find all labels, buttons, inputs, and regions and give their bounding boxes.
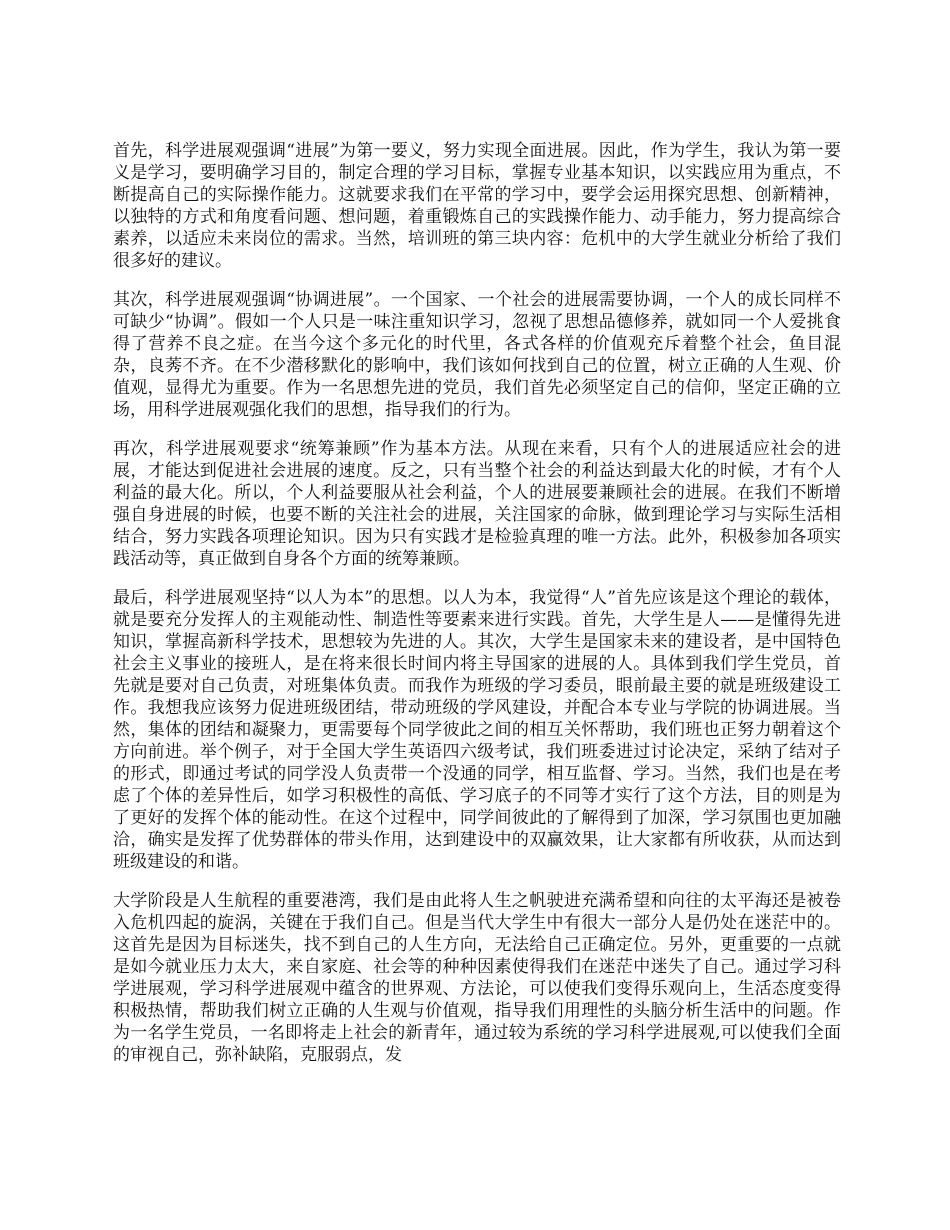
document-body: [113, 140, 841, 1083]
paragraph-people-oriented: 最后，科学进展观坚持“以人为本”的思想。以人为本，我觉得“人”首先应该是这个理论的载体，就是要充分发挥人的主观能动性、制造性等要素来进行实践。首先，大学生是人——是懂得先进知识，掌握高新科学技术，思想较为先进的人。其次，大学生是国家未来的建设者，是中国特色社会主义事业的接班人，是在将来很长时间内将主导国家的进展的人。具体到我们学生党员，首先就是要对自己负责，对班集体负责。而我作为班级的学习委员，眼前最主要的就是班级建设工作。我想我应该努力促进班级团结，带动班级的学风建设，并配合本专业与学院的协调进展。当然，集体的团结和凝聚力，更需要每个同学彼此之间的相互关怀帮助，我们班也正努力朝着这个方向前进。举个例子，对于全国大学生英语四六级考试，我们班委进过讨论决定，采纳了结对子的形式，即通过考试的同学没人负责带一个没通的同学，相互监督、学习。当然，我们也是在考虑了个体的差异性后，如学习积极性的高低、学习底子的不同等才实行了这个方法，目的则是为了更好的发挥个体的能动性。在这个过程中，同学间彼此的了解得到了加深，学习氛围也更加融洽，确实是发挥了优势群体的带头作用，达到建设中的双赢效果，让大家都有所收获，从而达到班级建设的和谐。: [113, 588, 841, 872]
paragraph-development: 首先，科学进展观强调“进展”为第一要义，努力实现全面进展。因此，作为学生，我认为第一要义是学习，要明确学习目的，制定合理的学习目标，掌握专业基本知识，以实践应用为重点，不断提高自己的实际操作能力。这就要求我们在平常的学习中，要学会运用探究思想、创新精神，以独特的方式和角度看问题、想问题，着重锻炼自己的实践操作能力、动手能力，努力提高综合素养，以适应未来岗位的需求。当然，培训班的第三块内容：危机中的大学生就业分析给了我们很多好的建议。: [113, 141, 841, 271]
paragraph-overall-planning: 再次，科学进展观要求“统筹兼顾”作为基本方法。从现在来看，只有个人的进展适应社会的进展，才能达到促进社会进展的速度。反之，只有当整个社会的利益达到最大化的时候，才有个人利益的最大化。所以，个人利益要服从社会利益，个人的进展要兼顾社会的进展。在我们不断增强自身进展的时候，也要不断的关注社会的进展，关注国家的命脉，做到理论学习与实际生活相结合，努力实践各项理论知识。因为只有实践才是检验真理的唯一方法。此外，积极参加各项实践活动等，真正做到自身各个方面的统筹兼顾。: [113, 439, 841, 569]
paragraph-university-stage: 大学阶段是人生航程的重要港湾，我们是由此将人生之帆驶进充满希望和向往的太平海还是被卷入危机四起的旋涡，关键在于我们自己。但是当代大学生中有很大一部分人是仍处在迷茫中的。这首先是因为目标迷失，找不到自己的人生方向，无法给自己正确定位。另外，更重要的一点就是如今就业压力太大，来自家庭、社会等的种种因素使得我们在迷茫中迷失了自己。通过学习科学进展观，学习科学进展观中蕴含的世界观、方法论，可以使我们变得乐观向上，生活态度变得积极热情，帮助我们树立正确的人生观与价值观，指导我们用理性的头脑分析生活中的问题。作为一名学生党员，一名即将走上社会的新青年，通过较为系统的学习科学进展观,可以使我们全面的审视自己，弥补缺陷，克服弱点，发: [113, 891, 841, 1065]
paragraph-coordination: 其次，科学进展观强调“协调进展”。一个国家、一个社会的进展需要协调，一个人的成长同样不可缺少“协调”。假如一个人只是一味注重知识学习，忽视了思想品德修养，就如同一个人爱挑食得了营养不良之症。在当今这个多元化的时代里，各式各样的价值观充斥着整个社会，鱼目混杂，良莠不齐。在不少潜移默化的影响中，我们该如何找到自己的位置，树立正确的人生观、价值观，显得尤为重要。作为一名思想先进的党员，我们首先必须坚定自己的信仰，坚定正确的立场，用科学进展观强化我们的思想，指导我们的行为。: [113, 290, 841, 420]
